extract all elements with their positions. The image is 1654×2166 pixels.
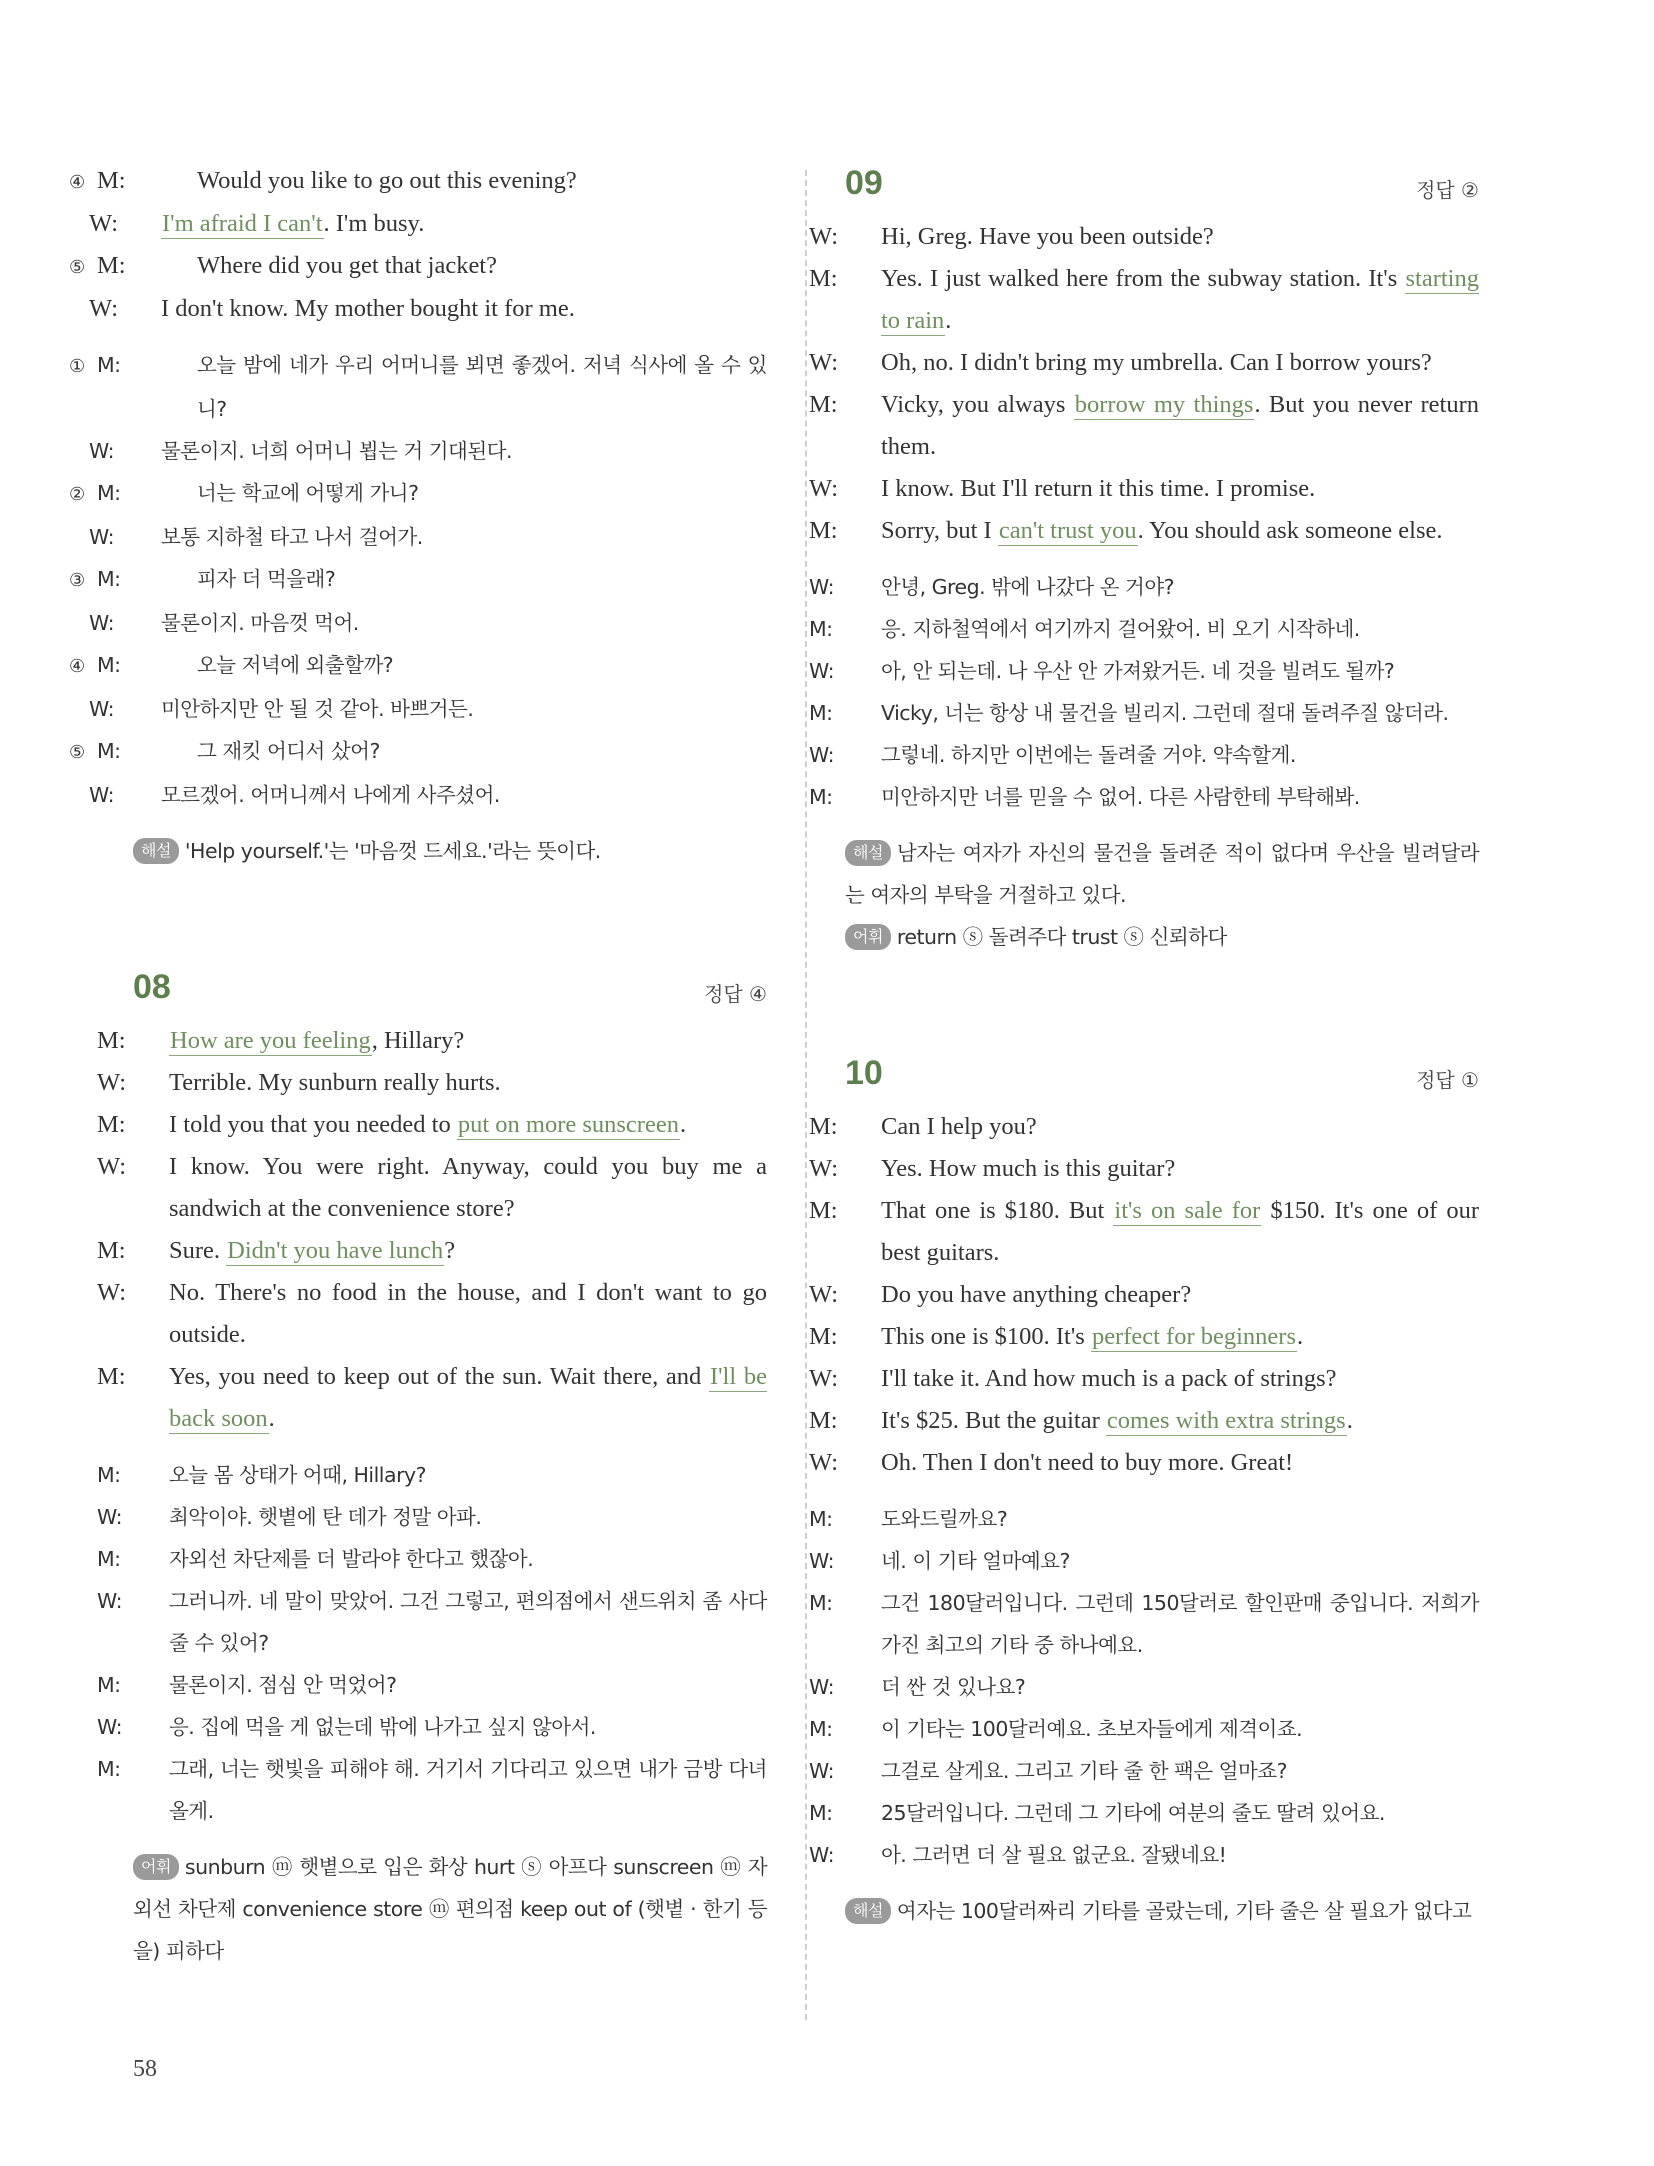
line-text: 오늘 밤에 네가 우리 어머니를 뵈면 좋겠어. 저녁 식사에 올 수 있니? <box>197 353 767 421</box>
item-number: ① <box>69 356 85 377</box>
section-09-dialogue-en <box>809 216 1479 552</box>
speaker-label: M: <box>809 1323 838 1350</box>
dialogue-line <box>809 342 1479 384</box>
dialogue-line <box>89 774 767 816</box>
line-text: Would you like to go out this evening? <box>197 167 577 194</box>
line-text: 미안하지만 안 될 것 같아. 바쁘거든. <box>161 697 474 721</box>
dialogue-line <box>69 245 767 288</box>
line-text: 그걸로 살게요. 그리고 기타 줄 한 팩은 얼마죠? <box>881 1759 1287 1783</box>
speaker-label: M: <box>97 1363 126 1390</box>
line-text: 보통 지하철 타고 나서 걸어가. <box>161 525 423 549</box>
line-text: 이 기타는 100달러예요. 초보자들에게 제격이죠. <box>881 1717 1303 1741</box>
section-09-header <box>845 160 1479 216</box>
explanation-badge: 해설 <box>845 840 891 866</box>
speaker-label: M: <box>97 739 121 763</box>
vocab-badge: 어휘 <box>133 1854 179 1880</box>
dialogue-line <box>97 1664 767 1706</box>
item-number: ④ <box>69 656 85 677</box>
line-text: I know. You were right. Anyway, could you buy me a sandwich at the convenience store? <box>169 1153 767 1222</box>
line-text: Where did you get that jacket? <box>197 252 497 279</box>
answer-blank-text: How are you feeling <box>170 1027 371 1054</box>
line-text: 응. 지하철역에서 여기까지 걸어왔어. 비 오기 시작하네. <box>881 617 1360 641</box>
dialogue-line <box>809 692 1479 734</box>
item-number: ⑤ <box>69 257 86 277</box>
line-text: 미안하지만 너를 믿을 수 없어. 다른 사람한테 부탁해봐. <box>881 785 1360 809</box>
line-text: Sorry, but I <box>881 517 998 544</box>
dialogue-line <box>809 1666 1479 1708</box>
line-text: 안녕, Greg. 밖에 나갔다 온 거야? <box>881 575 1175 599</box>
speaker-label: M: <box>809 1507 833 1531</box>
speaker-label: M: <box>97 353 121 377</box>
dialogue-line <box>809 1750 1479 1792</box>
section-number: 10 <box>845 1054 883 1092</box>
dialogue-line <box>89 688 767 730</box>
speaker-label: M: <box>97 1463 121 1487</box>
explanation-note <box>133 830 767 872</box>
line-text: 너는 학교에 어떻게 가니? <box>197 481 419 505</box>
dialogue-line <box>97 1748 767 1832</box>
speaker-label: M: <box>809 391 838 418</box>
line-text: 오늘 저녁에 외출할까? <box>197 653 394 677</box>
dialogue-line <box>69 730 767 774</box>
speaker-label: M: <box>97 567 121 591</box>
dialogue-line <box>809 1358 1479 1400</box>
speaker-label: W: <box>809 1843 834 1867</box>
line-text: Oh. Then I don't need to buy more. Great! <box>881 1449 1294 1476</box>
speaker-label: W: <box>809 659 834 683</box>
section-08-dialogue-en <box>97 1020 767 1440</box>
section-10-header <box>845 1050 1479 1106</box>
line-text: 네. 이 기타 얼마예요? <box>881 1549 1070 1573</box>
dialogue-line <box>69 344 767 430</box>
section-08-header <box>133 964 767 1020</box>
line-text: This one is $100. It's <box>881 1323 1091 1350</box>
answer-blank-text: I'm afraid I can't <box>162 210 323 237</box>
speaker-label: M: <box>97 1757 121 1781</box>
dialogue-line <box>97 1020 767 1062</box>
line-text: 물론이지. 점심 안 먹었어? <box>169 1673 397 1697</box>
speaker-label: W: <box>809 1449 839 1476</box>
dialogue-line <box>809 1792 1479 1834</box>
speaker-label: W: <box>809 575 834 599</box>
line-text: 물론이지. 마음껏 먹어. <box>161 611 359 635</box>
explanation-note <box>845 1890 1479 1932</box>
line-text: Sure. <box>169 1237 227 1264</box>
speaker-label: W: <box>809 349 839 376</box>
speaker-label: W: <box>809 743 834 767</box>
speaker-label: W: <box>97 1589 122 1613</box>
line-text: Yes. How much is this guitar? <box>881 1155 1176 1182</box>
line-text: 그 재킷 어디서 샀어? <box>197 739 380 763</box>
line-text: 최악이야. 햇볕에 탄 데가 정말 아파. <box>169 1505 482 1529</box>
vocab-badge: 어휘 <box>845 924 891 950</box>
section-08-dialogue-ko <box>97 1454 767 1832</box>
dialogue-line <box>89 288 767 330</box>
speaker-label: M: <box>809 1197 838 1224</box>
speaker-label: W: <box>97 1715 122 1739</box>
line-text: 아. 그러면 더 살 필요 없군요. 잘됐네요! <box>881 1843 1227 1867</box>
dialogue-line <box>809 1540 1479 1582</box>
section-number: 09 <box>845 164 883 202</box>
speaker-label: W: <box>809 1281 839 1308</box>
line-text: Yes, you need to keep out of the sun. Wait there, and <box>169 1363 709 1390</box>
answer-blank-text: perfect for beginners <box>1091 1323 1297 1350</box>
speaker-label: M: <box>97 1673 121 1697</box>
item-number: ⑤ <box>69 742 85 763</box>
line-text: 그건 180달러입니다. 그런데 150달러로 할인판매 중입니다. 저희가 가진 최고의 기타 중 하나예요. <box>881 1591 1479 1657</box>
speaker-label: W: <box>809 1549 834 1573</box>
line-text: ? <box>444 1237 456 1264</box>
dialogue-line <box>97 1580 767 1664</box>
answer-blank-text: comes with extra strings <box>1106 1407 1346 1434</box>
item-number: ④ <box>69 172 86 192</box>
dialogue-line <box>809 468 1479 510</box>
line-text: I told you that you needed to <box>169 1111 457 1138</box>
line-text: 그러니까. 네 말이 맞았어. 그건 그렇고, 편의점에서 샌드위치 좀 사다 줄 수 있어? <box>169 1589 767 1655</box>
dialogue-line <box>809 1316 1479 1358</box>
speaker-label: W: <box>97 1069 127 1096</box>
explanation-text: 여자는 100달러짜리 기타를 골랐는데, 기타 줄은 살 필요가 없다고 <box>896 1899 1472 1923</box>
dialogue-line <box>809 1442 1479 1484</box>
line-text: I know. But I'll return it this time. I promise. <box>881 475 1316 502</box>
speaker-label: W: <box>89 611 114 635</box>
left-column <box>69 160 767 1972</box>
speaker-label: M: <box>97 481 121 505</box>
dialogue-line <box>97 1454 767 1496</box>
speaker-label: M: <box>809 265 838 292</box>
line-text: It's $25. But the guitar <box>881 1407 1106 1434</box>
speaker-label: M: <box>809 1591 833 1615</box>
dialogue-line <box>809 1834 1479 1876</box>
item-number: ③ <box>69 570 85 591</box>
speaker-label: W: <box>89 439 114 463</box>
explanation-text: 남자는 여자가 자신의 물건을 돌려준 적이 없다며 우산을 빌려달라는 여자의 부탁을 거절하고 있다. <box>845 841 1479 907</box>
section-09-dialogue-ko <box>809 566 1479 818</box>
line-text: Vicky, 너는 항상 내 물건을 빌리지. 그런데 절대 돌려주질 않더라. <box>881 701 1449 725</box>
speaker-label: W: <box>809 1675 834 1699</box>
answer-blank-text: can't trust you <box>998 517 1137 544</box>
dialogue-line <box>97 1146 767 1230</box>
speaker-label: M: <box>809 701 833 725</box>
dialogue-line <box>89 516 767 558</box>
line-text: 25달러입니다. 그런데 그 기타에 여분의 줄도 딸려 있어요. <box>881 1801 1385 1825</box>
section-10-dialogue-en <box>809 1106 1479 1484</box>
answer-label: 정답 ② <box>1416 178 1479 202</box>
answer-blank-text: starting to rain <box>881 265 1479 334</box>
dialogue-line <box>809 1400 1479 1442</box>
vocab-note <box>845 916 1479 958</box>
answer-blank-text: borrow my things <box>1074 391 1254 418</box>
speaker-label: W: <box>97 1505 122 1529</box>
line-text: I don't know. My mother bought it for me. <box>161 295 575 322</box>
column-divider <box>805 170 807 2020</box>
dialogue-line <box>69 472 767 516</box>
line-text: . <box>268 1405 275 1432</box>
dialogue-ko-continued <box>69 344 767 816</box>
answer-label: 정답 ④ <box>704 982 767 1006</box>
line-text: 더 싼 것 있나요? <box>881 1675 1026 1699</box>
vocab-note <box>133 1846 767 1972</box>
line-text: I'll take it. And how much is a pack of strings? <box>881 1365 1337 1392</box>
speaker-label: M: <box>97 167 126 194</box>
speaker-label: W: <box>97 1279 127 1306</box>
dialogue-line <box>809 1582 1479 1666</box>
explanation-badge: 해설 <box>133 838 179 864</box>
answer-blank-text: put on more sunscreen <box>457 1111 679 1138</box>
speaker-label: W: <box>97 1153 127 1180</box>
answer-blank-text: it's on sale for <box>1114 1197 1261 1224</box>
line-text: . But you never return them. <box>881 391 1479 460</box>
line-text: 모르겠어. 어머니께서 나에게 사주셨어. <box>161 783 500 807</box>
line-text: 아, 안 되는데. 나 우산 안 가져왔거든. 네 것을 빌려도 될까? <box>881 659 1395 683</box>
dialogue-en-continued <box>69 160 767 330</box>
speaker-label: W: <box>809 1365 839 1392</box>
speaker-label: M: <box>809 1717 833 1741</box>
speaker-label: M: <box>97 1111 126 1138</box>
dialogue-line <box>809 384 1479 468</box>
vocab-text: return ⓢ 돌려주다 trust ⓢ 신뢰하다 <box>896 925 1227 949</box>
line-text: $150. It's one of our best guitars. <box>881 1197 1479 1266</box>
dialogue-line <box>809 510 1479 552</box>
dialogue-line <box>69 644 767 688</box>
dialogue-line <box>809 1190 1479 1274</box>
line-text: . <box>1297 1323 1304 1350</box>
answer-blank-text: I'll be back soon <box>169 1363 767 1432</box>
speaker-label: M: <box>809 785 833 809</box>
speaker-label: M: <box>97 653 121 677</box>
dialogue-line <box>89 430 767 472</box>
dialogue-line <box>69 160 767 203</box>
line-text: . <box>1346 1407 1353 1434</box>
line-text: 그래, 너는 햇빛을 피해야 해. 거기서 기다리고 있으면 내가 금방 다녀올게. <box>169 1757 767 1823</box>
line-text: No. There's no food in the house, and I don't want to go outside. <box>169 1279 767 1348</box>
dialogue-line <box>97 1230 767 1272</box>
right-column <box>809 160 1479 1932</box>
dialogue-line <box>97 1496 767 1538</box>
dialogue-line <box>89 602 767 644</box>
line-text: Can I help you? <box>881 1113 1037 1140</box>
dialogue-line <box>809 1708 1479 1750</box>
dialogue-line <box>97 1706 767 1748</box>
speaker-label: W: <box>89 697 114 721</box>
speaker-label: W: <box>89 783 114 807</box>
dialogue-line <box>809 1498 1479 1540</box>
dialogue-line <box>809 608 1479 650</box>
speaker-label: M: <box>97 1547 121 1571</box>
speaker-label: M: <box>809 1407 838 1434</box>
dialogue-line <box>69 558 767 602</box>
dialogue-line <box>97 1272 767 1356</box>
speaker-label: M: <box>97 1237 126 1264</box>
dialogue-line <box>97 1062 767 1104</box>
speaker-label: W: <box>809 1759 834 1783</box>
explanation-badge: 해설 <box>845 1898 891 1924</box>
speaker-label: W: <box>809 223 839 250</box>
dialogue-line <box>809 1274 1479 1316</box>
dialogue-line <box>809 650 1479 692</box>
dialogue-line <box>809 776 1479 818</box>
dialogue-line <box>97 1538 767 1580</box>
explanation-text: 'Help yourself.'는 '마음껏 드세요.'라는 뜻이다. <box>184 839 601 863</box>
speaker-label: W: <box>89 210 119 237</box>
dialogue-line <box>809 566 1479 608</box>
section-10-dialogue-ko <box>809 1498 1479 1876</box>
line-text: Oh, no. I didn't bring my umbrella. Can I borrow yours? <box>881 349 1432 376</box>
line-text: , Hillary? <box>371 1027 465 1054</box>
line-text: Do you have anything cheaper? <box>881 1281 1192 1308</box>
line-text: 물론이지. 너희 어머니 뵙는 거 기대된다. <box>161 439 512 463</box>
answer-blank-text: Didn't you have lunch <box>227 1237 444 1264</box>
speaker-label: M: <box>97 252 126 279</box>
section-number: 08 <box>133 968 171 1006</box>
dialogue-line <box>809 216 1479 258</box>
speaker-label: W: <box>89 295 119 322</box>
dialogue-line <box>97 1104 767 1146</box>
explanation-note <box>845 832 1479 916</box>
speaker-label: M: <box>809 1801 833 1825</box>
line-text: 도와드릴까요? <box>881 1507 1008 1531</box>
dialogue-line <box>809 1106 1479 1148</box>
speaker-label: W: <box>809 1155 839 1182</box>
line-text: . <box>945 307 952 334</box>
line-text: Yes. I just walked here from the subway station. It's <box>881 265 1405 292</box>
dialogue-line <box>809 1148 1479 1190</box>
speaker-label: M: <box>809 517 838 544</box>
dialogue-line <box>809 258 1479 342</box>
line-text: 자외선 차단제를 더 발라야 한다고 했잖아. <box>169 1547 534 1571</box>
answer-label: 정답 ① <box>1416 1068 1479 1092</box>
speaker-label: W: <box>809 475 839 502</box>
line-text: . <box>679 1111 687 1138</box>
line-text: . I'm busy. <box>323 210 425 237</box>
speaker-label: M: <box>809 617 833 641</box>
line-text: That one is $180. But <box>881 1197 1114 1224</box>
line-text: Terrible. My sunburn really hurts. <box>169 1069 501 1096</box>
speaker-label: M: <box>97 1027 126 1054</box>
line-text: 오늘 몸 상태가 어때, Hillary? <box>169 1463 427 1487</box>
vocab-text: sunburn ⓜ 햇볕으로 입은 화상 hurt ⓢ 아프다 sunscreen ⓜ 자외선 차단제 convenience store ⓜ 편의점 keep out of (햇볕 · 한기 등을) 피하다 <box>133 1855 767 1963</box>
dialogue-line <box>809 734 1479 776</box>
item-number: ② <box>69 484 85 505</box>
speaker-label: M: <box>809 1113 838 1140</box>
line-text: . You should ask someone else. <box>1137 517 1443 544</box>
line-text: 피자 더 먹을래? <box>197 567 336 591</box>
dialogue-line <box>97 1356 767 1440</box>
line-text: Vicky, you always <box>881 391 1074 418</box>
line-text: Hi, Greg. Have you been outside? <box>881 223 1214 250</box>
line-text: 그렇네. 하지만 이번에는 돌려줄 거야. 약속할게. <box>881 743 1296 767</box>
dialogue-line <box>89 203 767 245</box>
line-text: 응. 집에 먹을 게 없는데 밖에 나가고 싶지 않아서. <box>169 1715 596 1739</box>
page-number: 58 <box>133 2056 157 2082</box>
speaker-label: W: <box>89 525 114 549</box>
